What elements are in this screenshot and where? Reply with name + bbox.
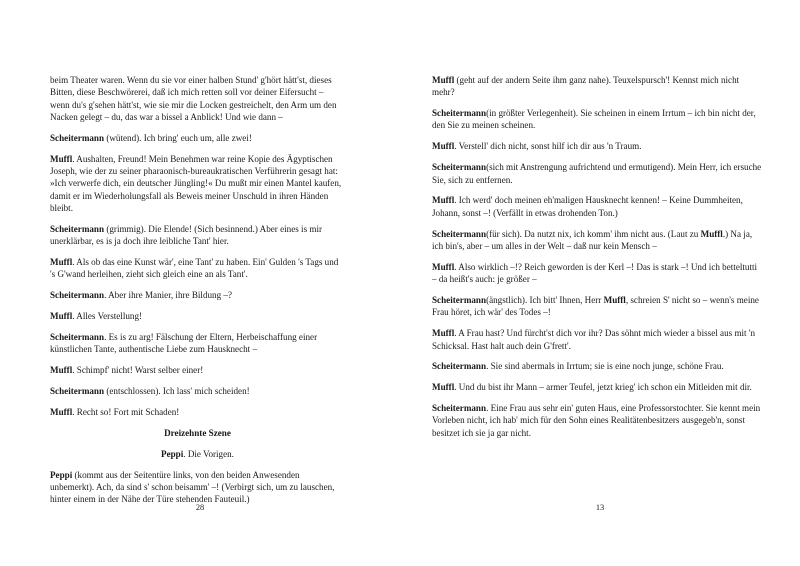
speaker-name: Muffl xyxy=(432,261,455,272)
speech-line: Scheitermann(in größter Verlegenheit). Sie scheinen in einem Irrtum – ich bin nicht der, den Sie zu meinen scheinen. xyxy=(432,108,756,131)
speech-line: Scheitermann(ängstlich). Ich bitt' Ihnen, Herr Muffl, schreien S' nicht so – wenn's meine Frau höret, ich wär' des Todes –! xyxy=(432,295,759,318)
speaker-name: Scheitermann xyxy=(50,331,105,342)
speaker-name: Muffl xyxy=(50,311,73,322)
left-page-text-column xyxy=(50,74,345,505)
speech-line: Muffl. Ich werd' doch meinen eh'maligen Hausknecht kennen! – Keine Dummheiten, Johann, sonst –! (Verfällt in etwas drohenden Ton.) xyxy=(432,195,743,218)
speech-line: Muffl. Also wirklich –!? Reich geworden is der Kerl –! Das is stark –! Und ich betteltutti – da heißt's auch: je größer – xyxy=(432,261,758,285)
speaker-name: Muffl xyxy=(50,365,73,376)
speech-line: Muffl. Und du bist ihr Mann – armer Teufel, jetzt krieg' ich schon ein Mitleiden mit dir. xyxy=(432,382,752,393)
speaker-name: Scheitermann xyxy=(50,132,105,143)
speech-line: Scheitermann. Aber ihre Manier, ihre Bildung –? xyxy=(50,290,232,301)
continuation-paragraph: beim Theater waren. Wenn du sie vor einer halben Stund' g'hört hätt'st, dieses Bitten, diese Beschwörerei, daß ich mich retten soll vor deiner Eifersucht – wenn du's g'sehen hätt'st, wie sie mir die Locken gestreichelt, den Arm um den Nacken gelegt – du, das war a bissel a Anblick! Und wie dann – xyxy=(50,75,337,122)
speaker-name: Peppi xyxy=(161,448,184,459)
speech-line: Muffl. A Frau hast? Und fürcht'st dich vor ihr? Das söhnt mich wieder a bissel aus mit 'n Schicksal. Hast halt auch dein G'frett'. xyxy=(432,328,756,351)
speaker-name: Scheitermann xyxy=(432,403,487,414)
speech-line: Scheitermann(sich mit Anstrengung aufrichtend und ermutigend). Mein Herr, ich ersuche Sie, sich zu entfernen. xyxy=(432,162,762,185)
speech-line: Muffl. Verstell' dich nicht, sonst hilf ich dir aus 'n Traum. xyxy=(432,141,642,152)
speaker-name: Scheitermann xyxy=(432,295,487,306)
speaker-name: Muffl xyxy=(432,75,455,85)
speech-line: Scheitermann (wütend). Ich bring' euch um, alle zwei! xyxy=(50,132,252,143)
speaker-name: Scheitermann xyxy=(50,385,105,396)
speech-line: Muffl. Alles Verstellung! xyxy=(50,311,143,322)
page-number-left: 28 xyxy=(195,503,205,512)
speech-line: Muffl. Recht so! Fort mit Schaden! xyxy=(50,406,180,417)
speech-line: Muffl. Als ob das eine Kunst wär', eine Tant' zu haben. Ein' Gulden 's Tags und 's G'wand herleihen, zieht sich gleich eine an als Tant'. xyxy=(50,256,339,280)
speaker-name: Muffl xyxy=(50,406,73,417)
speaker-name: Scheitermann xyxy=(432,361,487,372)
right-page-text-column xyxy=(432,74,762,439)
speaker-name: Scheitermann xyxy=(432,162,487,173)
speaker-name: Scheitermann xyxy=(50,223,105,234)
scene-heading: Dreizehnte Szene xyxy=(164,427,231,438)
speaker-name: Muffl xyxy=(432,328,455,339)
speech-line: Scheitermann(für sich). Da nutzt nix, ich komm' ihm nicht aus. (Laut zu Muffl.) Na ja, ich bin's, aber – um alles in der Welt – daß nur kein Mensch – xyxy=(432,228,753,251)
speech-line: Scheitermann (grimmig). Die Elende! (Sich besinnend.) Aber eines is mir unerklärbar, es is ja doch ihre leibliche Tant' hier. xyxy=(50,223,323,247)
speech-line: Muffl. Schimpf' nicht! Warst selber einer! xyxy=(50,365,204,376)
inline-character-name: Muffl xyxy=(700,228,723,239)
page-number-right: 13 xyxy=(595,503,605,512)
speech-line: Peppi (kommt aus der Seitentüre links, von den beiden Anwesenden unbemerkt). Ach, da sind s' schon beisamm' –! (Verbirgt sich, um zu lauschen, hinter einem in der Nähe der Türe stehenden Fauteuil.) xyxy=(50,469,335,505)
speaker-name: Muffl xyxy=(432,382,455,393)
speech-line: Scheitermann. Sie sind abermals in Irrtum; sie is eine noch junge, schöne Frau. xyxy=(432,361,724,372)
speaker-name: Muffl xyxy=(50,153,73,164)
scene-cast-line: Peppi. Die Vorigen. xyxy=(161,448,234,459)
speech-line: Muffl (geht auf der andern Seite ihm ganz nahe). Teuxelspursch'! Kennst mich nicht mehr? xyxy=(432,75,740,98)
speech-line: Muffl. Aushalten, Freund! Mein Benehmen war reine Kopie des Ägyptischen Joseph, wie der zu seiner pharaonisch-bureaukratischen Verführerin gesagt hat: »Ich verwerfe dich, ein deutscher Jüngling!« Du mußt mir einen Mantel kaufen, damit er im Wiederholungsfall als Beweis meiner Unschuld in ihren Händen bleibt. xyxy=(50,153,342,213)
speaker-name: Peppi xyxy=(50,469,73,480)
speech-line: Scheitermann. Eine Frau aus sehr ein' guten Haus, eine Professorstochter. Sie kennt mein Vorleben nicht, ich hab' mich für den Sohn eines Realitätenbesitzers ausgegeb'n, sonst besitzet ich sie ja gar nicht. xyxy=(432,403,761,438)
speech-line: Scheitermann. Es is zu arg! Fälschung der Eltern, Herbeischaffung einer künstlichen Tante, authentische Liebe zum Hausknecht – xyxy=(50,331,318,355)
speaker-name: Muffl xyxy=(432,195,455,206)
speaker-name: Scheitermann xyxy=(432,108,487,119)
inline-character-name: Muffl xyxy=(603,295,626,306)
speech-line: Scheitermann (entschlossen). Ich lass' mich scheiden! xyxy=(50,385,250,396)
speaker-name: Scheitermann xyxy=(50,290,105,301)
speaker-name: Muffl xyxy=(50,256,73,267)
page-right xyxy=(400,0,800,566)
speaker-name: Muffl xyxy=(432,141,455,152)
speaker-name: Scheitermann xyxy=(432,228,487,239)
